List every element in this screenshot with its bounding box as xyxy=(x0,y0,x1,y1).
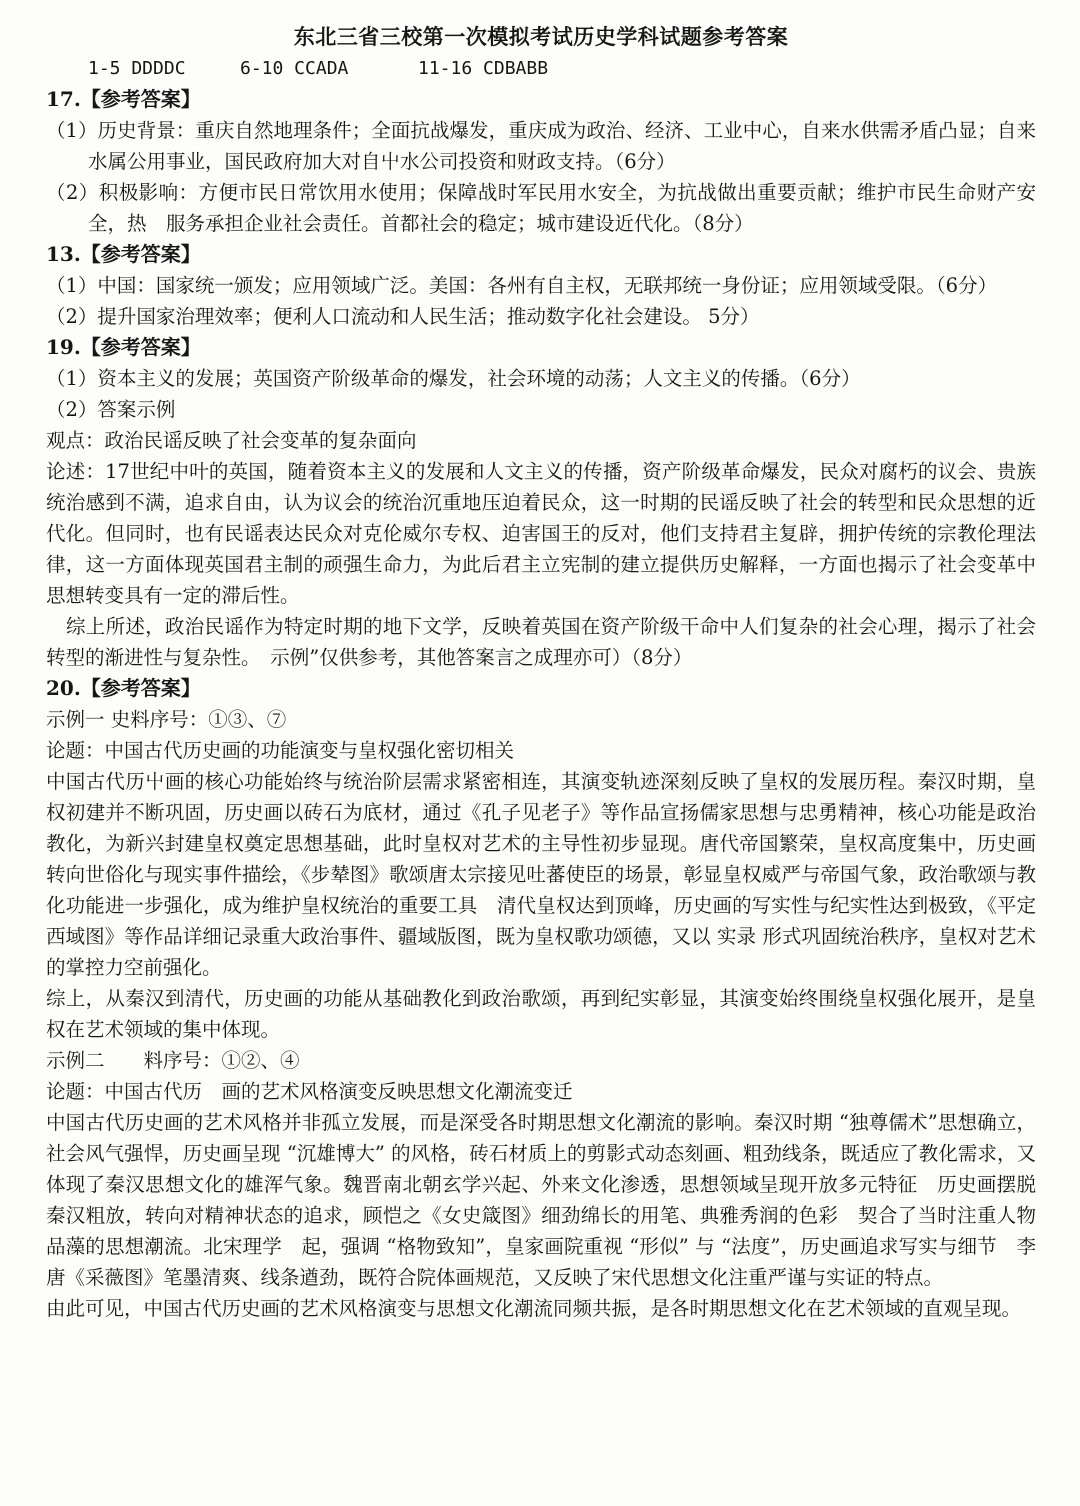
q20-example-2-sources: 示例二 料序号：①②、④ xyxy=(46,1049,300,1072)
q20-heading: 20.【参考答案】 xyxy=(46,676,201,700)
q18-heading: 13.【参考答案】 xyxy=(46,242,201,266)
q20-example-1-conclusion: 综上，从秦汉到清代，历史画的功能从基础教化到政治歌颂，再到纪实彰显，其演变始终围绕皇权强化展开，是皇权在艺术领域的集中体现。 xyxy=(46,987,1036,1041)
q18-answer-part-1: （1）中国：国家统一颁发；应用领域广泛。美国：各州有自主权，无联邦统一身份证；应用领域受限。（6分） xyxy=(46,274,998,297)
answer-key-group-2: 6-10 CCADA xyxy=(240,58,349,79)
q17-heading: 17.【参考答案】 xyxy=(46,87,201,111)
answer-key-group-3: 11-16 CDBABB xyxy=(418,58,549,79)
q19-answer-part-2: （2）答案示例 xyxy=(46,398,176,421)
q19-answer-part-1: （1）资本主义的发展；英国资产阶级革命的爆发，社会环境的动荡；人文主义的传播。（6分） xyxy=(46,367,861,390)
q17-answer-part-1: （1）历史背景：重庆自然地理条件；全面抗战爆发，重庆成为政治、经济、工业中心，自来水供需矛盾凸显；自来水属公用事业，国民政府加大对自屮水公司投资和财政支持。（6分） xyxy=(46,119,1036,173)
answer-key-group-1: 1-5 DDDDC xyxy=(88,58,186,79)
q20-example-2-body: 中国古代历史画的艺术风格并非孤立发展，而是深受各时期思想文化潮流的影响。秦汉时期 “独尊儒术”思想确立，社会风气强悍，历史画呈现 “沉雄博大” 的风格，砖石材质上的剪影式动态刻画、粗劲线条，既适应了教化需求，又体现了秦汉思想文化的雄浑气象。魏晋南北朝玄学兴起、外来文化渗透，思想领域呈现开放多元特征 历史画摆脱秦汉粗放，转向对精神状态的追求，顾恺之《女史箴图》细劲绵长的用笔、典雅秀润的色彩 契合了当时注重人物品藻的思想潮流。北宋理学 起，强调 “格物致知”，皇家画院重视 “形似” 与 “法度”，历史画追求写实与细节 李唐《采薇图》笔墨清爽、线条遒劲，既符合院体画规范，又反映了宋代思想文化注重严谨与实证的特点。 xyxy=(46,1111,1036,1289)
q20-example-1-thesis: 论题：中国古代历史画的功能演变与皇权强化密切相关 xyxy=(46,739,515,762)
q19-conclusion: 综上所述，政治民谣作为特定时期的地下文学，反映着英国在资产阶级干命中人们复杂的社会心理，揭示了社会转型的渐进性与复杂性。 示例”仅供参考，其他答案言之成理亦可）（8分） xyxy=(46,615,1036,669)
q17-answer-part-2: （2）积极影响：方便市民日常饮用水使用；保障战时军民用水安全，为抗战做出重要贡献；维护市民生命财产安全，热 服务承担企业社会责任。首都社会的稳定；城市建设近代化。（8分） xyxy=(46,181,1036,235)
q18-answer-part-2: （2）提升国家治理效率；便利人口流动和人民生活；推动数字化社会建设。 5分） xyxy=(46,305,760,328)
q19-heading: 19.【参考答案】 xyxy=(46,335,201,359)
multiple-choice-answer-keys xyxy=(46,54,1036,84)
q20-example-2-thesis: 论题：中国古代历 画的艺术风格演变反映思想文化潮流变迁 xyxy=(46,1080,573,1103)
q19-viewpoint: 观点：政治民谣反映了社会变革的复杂面向 xyxy=(46,429,417,452)
q19-argument: 论述：17世纪中叶的英国，随着资本主义的发展和人文主义的传播，资产阶级革命爆发，民众对腐朽的议会、贵族统治感到不满，追求自由，认为议会的统治沉重地压迫着民众，这一时期的民谣反映了社会的转型和民众思想的近代化。但同时，也有民谣表达民众对克伦威尔专权、迫害国王的反对，他们支持君主复辟，拥护传统的宗教伦理法律，这一方面体现英国君主制的顽强生命力，为此后君主立宪制的建立提供历史解释，一方面也揭示了社会变革中思想转变具有一定的滞后性。 xyxy=(46,460,1036,607)
document-title: 东北三省三校第一次模拟考试历史学科试题参考答案 xyxy=(293,24,789,49)
q20-example-1-body: 中国古代历屮画的核心功能始终与统治阶层需求紧密相连，其演变轨迹深刻反映了皇权的发展历程。秦汉时期，皇权初建并不断巩固，历史画以砖石为底材，通过《孔子见老子》等作品宣扬儒家思想与忠勇精神，核心功能是政治教化，为新兴封建皇权奠定思想基础，此时皇权对艺术的主导性初步显现。唐代帝国繁荣，皇权高度集中，历史画转向世俗化与现实事件描绘，《步辇图》歌颂唐太宗接见吐蕃使臣的场景，彰显皇权威严与帝国气象，政治歌颂与教化功能进一步强化，成为维护皇权统治的重要工具 清代皇权达到顶峰，历史画的写实性与纪实性达到极致，《平定西域图》等作品详细记录重大政治事件、疆域版图，既为皇权歌功颂德，又以 实录 形式巩固统治秩序，皇权对艺术的掌控力空前强化。 xyxy=(46,770,1036,979)
q20-example-2-conclusion: 由此可见，中国古代历史画的艺术风格演变与思想文化潮流同频共振，是各时期思想文化在艺术领域的直观呈现。 xyxy=(46,1297,1022,1320)
q20-example-1-sources: 示例一 史料序号：①③、⑦ xyxy=(46,708,287,731)
